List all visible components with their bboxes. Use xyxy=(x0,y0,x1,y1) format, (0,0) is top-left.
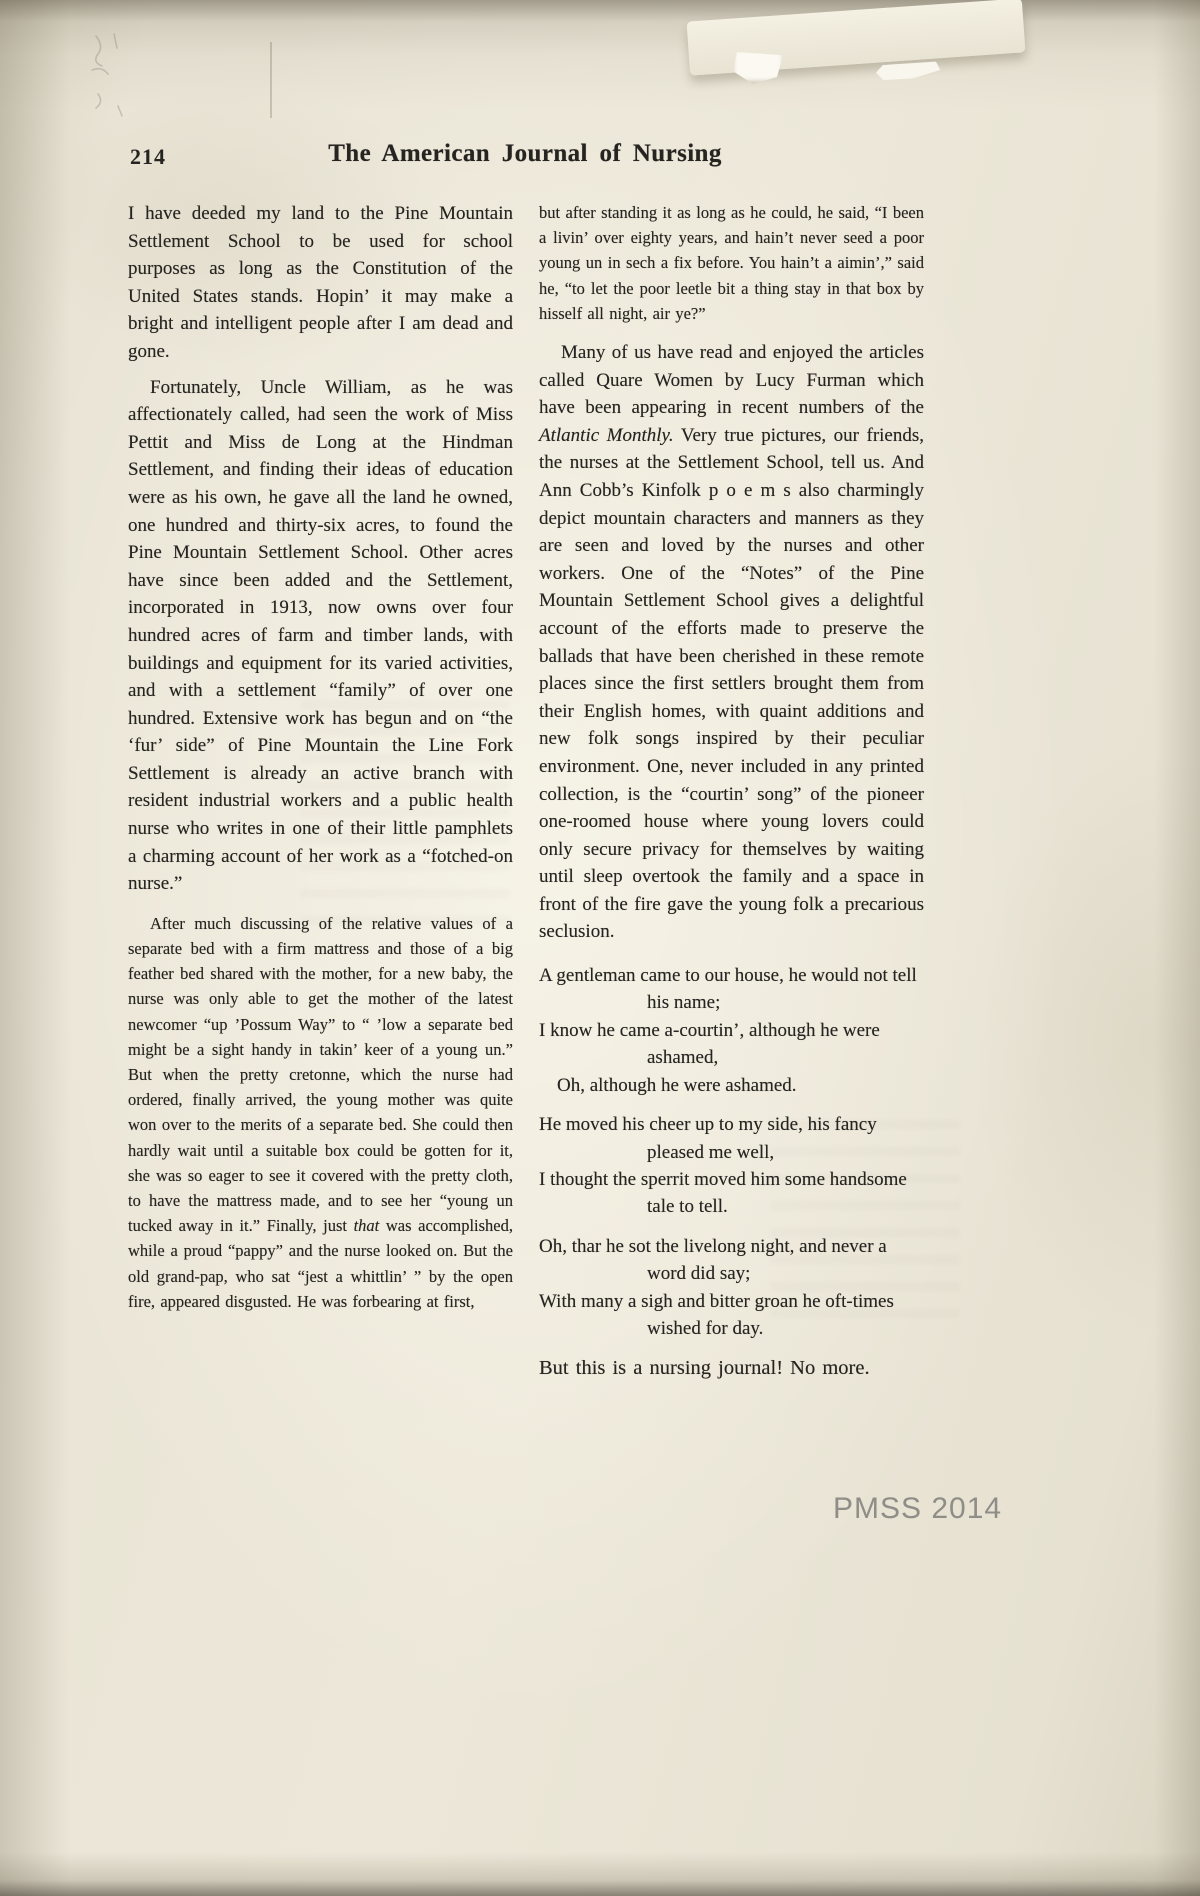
verse-line: With many a sigh and bitter groan he oft-times wished for day. xyxy=(539,1290,894,1339)
pencil-scribble xyxy=(84,28,154,128)
journal-title: The American Journal of Nursing xyxy=(328,140,722,167)
closing-line: But this is a nursing journal! No more. xyxy=(539,1357,870,1380)
verse-line: He moved his cheer up to my side, his fancy pleased me well, xyxy=(539,1114,877,1163)
excerpt-text: After much discussing of the relative values of a separate bed with a firm mattress and those of a big feather bed shared with the mother, for a new baby, the nurse was only able to get the mother of the latest newcomer “up ’Possum Way” to “ ’low a separate bed might be a sight handy in takin’ keer of a young un.” But when the pretty cretonne, which the nurse had ordered, finally arrived, the young mother was quite won over to the merits of a separate bed. She could then hardly wait until a suitable box could be gotten for it, she was so eager to see it covered with the pretty cloth, to have the mattress made, and to see her “young un tucked away in it.” Finally, just xyxy=(128,913,513,1236)
page-left-shadow xyxy=(0,0,70,1896)
watermark: PMSS 2014 xyxy=(833,1492,1003,1525)
left-column xyxy=(128,200,513,1382)
paragraph-deeded-land: I have deeded my land to the Pine Mountain Settlement School to be used for school purposes as long as the Constitution of the United States stands. Hopin’ it may make a bright and intelligent people after I am dead and gone. xyxy=(128,203,513,362)
verse-line: I thought the sperrit moved him some handsome tale to tell. xyxy=(539,1168,907,1218)
page-header xyxy=(128,140,922,180)
magazine-title-italic: Atlantic Monthly. xyxy=(539,424,674,446)
page-number: 214 xyxy=(130,144,166,169)
excerpt-text: was accomplished, while a proud “pappy” and the nurse looked on. But the old grand-pap, who sat “jest a whittlin’ ” by the open fire, appeared disgusted. He was forbearing at first, xyxy=(128,1216,514,1311)
page-right-shadow xyxy=(1154,0,1200,1896)
verse-line: A gentleman came to our house, he would not tell his name; xyxy=(539,965,917,1014)
article-body xyxy=(128,200,924,1382)
excerpt-italic-word: that xyxy=(353,1216,380,1236)
excerpt-small-type xyxy=(128,911,513,1314)
verse-line: Oh, although he were ashamed. xyxy=(557,1074,797,1096)
paragraph-text: Very true pictures, our friends, the nurses at the Settlement School, tell us. And Ann Cobb’s Kinfolk p o e m s also charmingly depict mountain characters and manners as they are seen and loved by the nurses and other workers. One of the “Notes” of the Pine Mountain Settlement School gives a delightful account of the efforts made to preserve the ballads that have been cherished in these remote places since the first settlers brought them from their English homes, with quaint additions and new folk songs inspired by their peculiar environment. One, never included in any printed collection, is the “courtin’ song” of the pioneer one-roomed house where young lovers could only secure privacy for themselves by waiting until sleep overtook the family and a space in front of the fire gave the young folk a precarious seclusion. xyxy=(539,424,924,943)
verse-line: Oh, thar he sot the livelong night, and never a word did say; xyxy=(539,1235,887,1285)
stanza xyxy=(539,1233,924,1343)
paragraph-quare-women xyxy=(539,339,924,946)
excerpt-continuation: but after standing it as long as he could, he said, “I been a livin’ over eighty years, and hain’t never seed a poor young un in sech a fix before. You hain’t a aimin’,” said he, “to let the poor leetle bit a thing stay in that box by hisself all night, air ye?” xyxy=(539,203,924,323)
paragraph-fortunately: Fortunately, Uncle William, as he was affectionately called, had seen the work of Miss Pettit and Miss de Long at the Hindman Settlement, and finding their ideas of education were as his own, he gave all the land he owned, one hundred and thirty-six acres, to found the Pine Mountain Settlement School. Other acres have since been added and the Settlement, incorporated in 1913, now owns over four hundred acres of farm and timber lands, with buildings and equipment for its varied activities, and with a settlement “family” of over one hundred. Extensive work has begun and on “the ‘fur’ side” of Pine Mountain the Line Fork Settlement is already an active branch with resident industrial workers and a public health nurse who writes in one of their little pamphlets a charming account of her work as a “fotched-on nurse.” xyxy=(128,376,513,895)
stanza xyxy=(539,1111,924,1221)
right-column xyxy=(539,200,924,1382)
crease-line xyxy=(270,42,272,118)
page-bottom-edge xyxy=(0,1852,1200,1896)
paragraph-text: Many of us have read and enjoyed the articles called Quare Women by Lucy Furman which have been appearing in recent numbers of the xyxy=(539,342,924,419)
courting-song-verse xyxy=(539,962,924,1342)
verse-line: I know he came a-courtin’, although he were ashamed, xyxy=(539,1019,880,1069)
stanza xyxy=(539,962,924,1099)
